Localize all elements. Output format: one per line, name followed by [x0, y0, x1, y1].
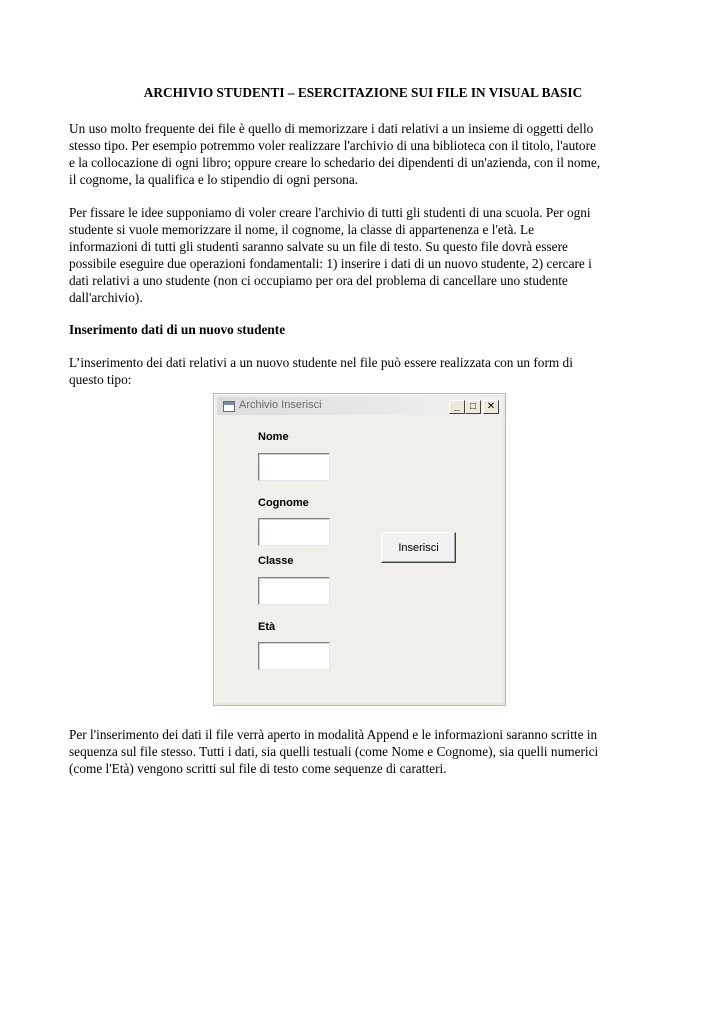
label-classe: Classe	[258, 555, 294, 567]
paragraph-append	[69, 726, 657, 777]
nome-input[interactable]	[258, 453, 330, 481]
label-eta: Età	[258, 621, 276, 633]
label-cognome: Cognome	[258, 497, 309, 509]
text-line: questo tipo:	[69, 372, 132, 387]
text-line: Per fissare le idee supponiamo di voler creare l'archivio di tutti gli studenti di una scuola. Per ogni	[69, 205, 591, 220]
window-icon	[223, 401, 235, 412]
text-line: sequenza sul file stesso. Tutti i dati, sia quelli testuali (come Nome e Cognome), sia quelli numerici	[69, 744, 599, 759]
window-title: Archivio Inserisci	[239, 399, 322, 411]
form-window	[213, 393, 506, 706]
text-line: Un uso molto frequente dei file è quello di memorizzare i dati relativi a un insieme di oggetti dello	[69, 121, 594, 136]
text-line: dall'archivio).	[69, 290, 143, 305]
document-title: ARCHIVIO STUDENTI – ESERCITAZIONE SUI FILE IN VISUAL BASIC	[143, 85, 583, 100]
minimize-button[interactable]: _	[449, 400, 465, 414]
text-line: dati relativi a uno studente (non ci occupiamo per ora del problema di cancellare uno studente	[69, 273, 568, 288]
paragraph-intro	[69, 120, 657, 188]
paragraph-archive	[69, 204, 657, 306]
window-titlebar[interactable]	[217, 397, 502, 415]
close-button[interactable]: ✕	[483, 400, 499, 414]
cognome-input[interactable]	[258, 518, 330, 546]
text-line: e la collocazione di ogni libro; oppure creare lo schedario dei dipendenti di un'azienda, con il nome,	[69, 155, 601, 170]
inserisci-button[interactable]: Inserisci	[381, 532, 456, 563]
section-heading: Inserimento dati di un nuovo studente	[69, 322, 286, 337]
text-line: (come l'Età) vengono scritti sul file di testo come sequenze di caratteri.	[69, 761, 447, 776]
eta-input[interactable]	[258, 642, 330, 670]
text-line: il cognome, la qualifica e lo stipendio di ogni persona.	[69, 172, 359, 187]
classe-input[interactable]	[258, 577, 330, 605]
text-line: L’inserimento dei dati relativi a un nuovo studente nel file può essere realizzata con un form di	[69, 355, 573, 370]
text-line: studente si vuole memorizzare il nome, il cognome, la classe di appartenenza e l'età. Le	[69, 222, 535, 237]
maximize-button[interactable]: □	[465, 400, 481, 414]
text-line: stesso tipo. Per esempio potremmo voler realizzare l'archivio di una biblioteca con il titolo, l'autore	[69, 138, 596, 153]
text-line: Per l'inserimento dei dati il file verrà aperto in modalità Append e le informazioni saranno scritte in	[69, 727, 598, 742]
label-nome: Nome	[258, 431, 289, 443]
text-line: informazioni di tutti gli studenti saranno salvate su un file di testo. Su questo file dovrà essere	[69, 239, 568, 254]
text-line: possibile eseguire due operazioni fondamentali: 1) inserire i dati di un nuovo studente, 2) cercare i	[69, 256, 592, 271]
paragraph-form-intro	[69, 354, 657, 388]
